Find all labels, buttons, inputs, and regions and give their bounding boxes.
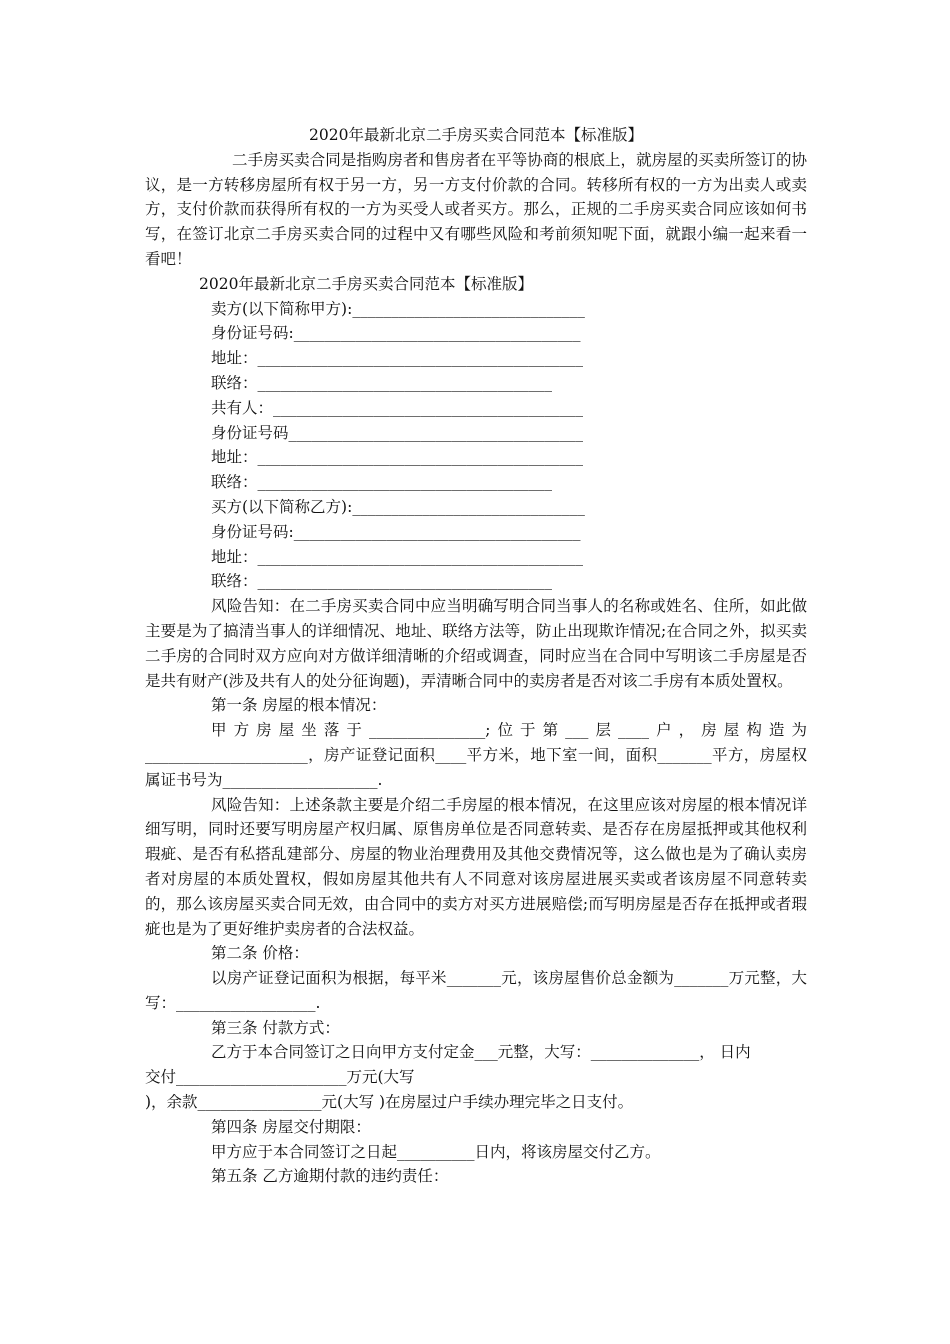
article-3-line-2: 交付______________________万元(大写 <box>145 1068 415 1087</box>
field-co-owner: 共有人：________________________________________ <box>211 398 584 417</box>
article-2-body: 以房产证登记面积为根据，每平米_______元，该房屋售价总金额为_______万元整，大写：__________________. <box>145 969 807 1012</box>
article-1-body: 甲方房屋坐落于_______________;位于第___层____户，房屋构造为_____________________，房产证登记面积____平方米，地下室一间，面积_______平方，房屋权属证书号为____________________. <box>145 721 807 789</box>
field-seller-contact: 联络：______________________________________ <box>211 373 553 392</box>
field-co-owner-contact: 联络：______________________________________ <box>211 473 553 492</box>
field-buyer: 买方(以下简称乙方):______________________________ <box>211 497 585 516</box>
document-title: 2020年最新北京二手房买卖合同范本【标准版】 <box>309 126 643 144</box>
article-5-title: 第五条 乙方逾期付款的违约责任： <box>211 1167 449 1186</box>
article-3-line-3: )，余款________________元(大写 )在房屋过户手续办理完毕之日支付。 <box>145 1093 634 1112</box>
article-4-body: 甲方应于本合同签订之日起__________日内，将该房屋交付乙方。 <box>211 1142 661 1161</box>
article-3-line-1: 乙方于本合同签订之日向甲方支付定金___元整，大写：______________， 日内 <box>211 1043 751 1062</box>
field-co-owner-address: 地址：__________________________________________ <box>211 448 584 467</box>
article-3-title: 第三条 付款方式： <box>211 1018 340 1037</box>
field-seller-id: 身份证号码:_____________________________________ <box>211 324 581 343</box>
risk-notice-1: 风险告知：在二手房买卖合同中应当明确写明合同当事人的名称或姓名、住所，如此做主要是为了搞清当事人的详细情况、地址、联络方法等，防止出现欺诈情况;在合同之外，拟买卖二手房的合同时双方应向对方做详细清晰的介绍或调查，同时应当在合同中写明该二手房屋是否是共有财产(涉及共有人的处分征询题)，弄清晰合同中的卖房者是否对该二手房有本质处置权。 <box>145 597 807 690</box>
article-4-title: 第四条 房屋交付期限： <box>211 1117 371 1136</box>
field-co-owner-id: 身份证号码______________________________________ <box>211 423 584 442</box>
article-1-title: 第一条 房屋的根本情况： <box>211 696 387 715</box>
document-body <box>145 123 807 1189</box>
risk-notice-2: 风险告知：上述条款主要是介绍二手房屋的根本情况，在这里应该对房屋的根本情况详细写明，同时还要写明房屋产权归属、原售房单位是否同意转卖、是否存在房屋抵押或其他权利瑕疵、是否有私搭乱建部分、房屋的物业治理费用及其他交费情况等，这么做也是为了确认卖房者对房屋的本质处置权，假如房屋其他共有人不同意对该房屋进展买卖或者该房屋不同意转卖的，那么该房屋买卖合同无效，由合同中的卖方对买方进展赔偿;而写明房屋是否存在抵押或者瑕疵也是为了更好维护卖房者的合法权益。 <box>145 795 807 938</box>
article-2-title: 第二条 价格： <box>211 944 309 963</box>
field-seller: 卖方(以下简称甲方):______________________________ <box>211 299 585 318</box>
intro-paragraph: 二手房买卖合同是指购房者和售房者在平等协商的根底上，就房屋的买卖所签订的协议，是一方转移房屋所有权于另一方，另一方支付价款的合同。转移所有权的一方为出卖人或卖方，支付价款而获得所有权的一方为买受人或者买方。那么，正规的二手房买卖合同应该如何书写，在签订北京二手房买卖合同的过程中又有哪些风险和考前须知呢下面，就跟小编一起来看一看吧！ <box>145 150 807 268</box>
subtitle: 2020年最新北京二手房买卖合同范本【标准版】 <box>199 274 533 293</box>
field-seller-address: 地址：__________________________________________ <box>211 349 584 368</box>
field-buyer-address: 地址：__________________________________________ <box>211 547 584 566</box>
field-buyer-contact: 联络：______________________________________ <box>211 572 553 591</box>
field-buyer-id: 身份证号码:_____________________________________ <box>211 522 581 541</box>
